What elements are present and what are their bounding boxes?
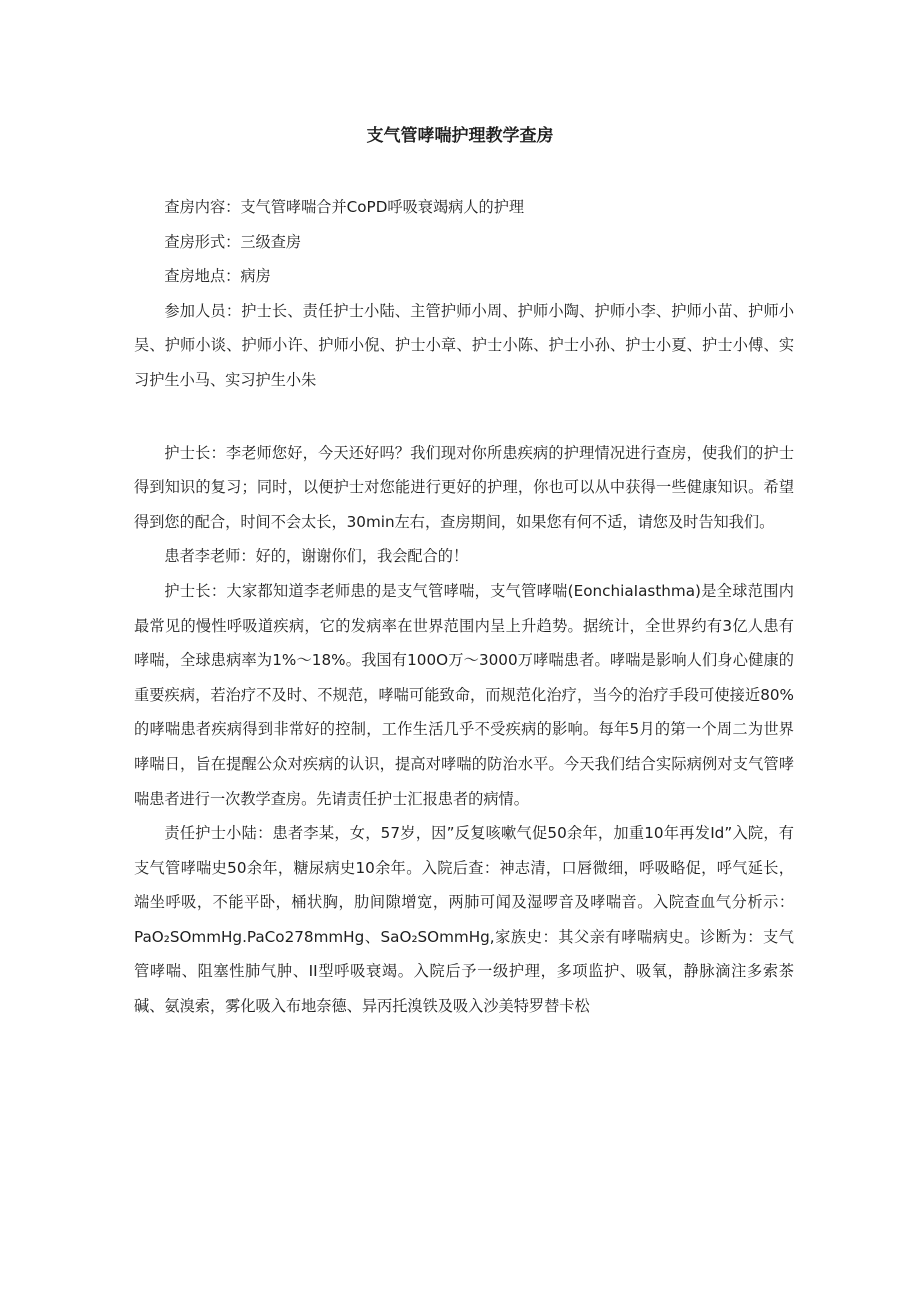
dialogue-paragraph: 护士长：李老师您好，今天还好吗？我们现对你所患疾病的护理情况进行查房，使我们的护士得到知识的复习；同时，以便护士对您能进行更好的护理，你也可以从中获得一些健康知识。希望得到您的配合，时间不会太长，30min左右，查房期间，如果您有何不适，请您及时告知我们。: [134, 443, 794, 531]
meta-location: 查房地点：病房: [164, 267, 271, 286]
dialogue-paragraph: 患者李老师：好的，谢谢你们，我会配合的！: [164, 547, 469, 566]
meta-participants: 参加人员：护士长、责任护士小陆、主管护师小周、护师小陶、护师小李、护师小苗、护师小吴、护师小谈、护师小许、护师小倪、护士小章、护士小陈、护士小孙、护士小夏、护士小傅、实习护生小马、实习护生小朱: [134, 301, 794, 389]
section-gap: [134, 398, 794, 436]
meta-format: 查房形式：三级查房: [164, 232, 302, 251]
dialogue-paragraph: 护士长：大家都知道李老师患的是支气管哮喘，支气管哮喘(EonchiaIasthma)是全球范围内最常见的慢性呼吸道疾病，它的发病率在世界范围内呈上升趋势。据统计，全世界约有3亿人患有哮喘，全球患病率为1%～18%。我国有100O万～3000万哮喘患者。哮喘是影响人们身心健康的重要疾病，若治疗不及时、不规范，哮喘可能致命，而规范化治疗，当今的治疗手段可使接近80%的哮喘患者疾病得到非常好的控制，工作生活几乎不受疾病的影响。每年5月的第一个周二为世界哮喘日，旨在提醒公众对疾病的认识，提高对哮喘的防治水平。今天我们结合实际病例对支气管哮喘患者进行一次教学查房。先请责任护士汇报患者的病情。: [134, 581, 794, 808]
document-body: [134, 190, 794, 1024]
document-title: 支气管哮喘护理教学查房: [366, 126, 554, 146]
dialogue-paragraph: 责任护士小陆：患者李某，女，57岁，因”反复咳嗽气促50余年，加重10年再发Id”入院，有支气管哮喘史50余年，糖尿病史10余年。入院后查：神志清，口唇微细，呼吸略促，呼气延长，端坐呼吸，不能平卧，桶状胸，肋间隙增宽，两肺可闻及湿啰音及哮喘音。入院查血气分析示：PaO₂SOmmHg.PaCo278mmHg、SaO₂SOmmHg,家族史：其父亲有哮喘病史。诊断为：支气管哮喘、阻塞性肺气肿、II型呼吸衰竭。入院后予一级护理，多项监护、吸氧，静脉滴注多索茶碱、氨溴索，雾化吸入布地奈德、异丙托溴铁及吸入沙美特罗替卡松: [134, 824, 794, 1016]
meta-content: 查房内容：支气管哮喘合并CoPD呼吸衰竭病人的护理: [164, 198, 525, 216]
